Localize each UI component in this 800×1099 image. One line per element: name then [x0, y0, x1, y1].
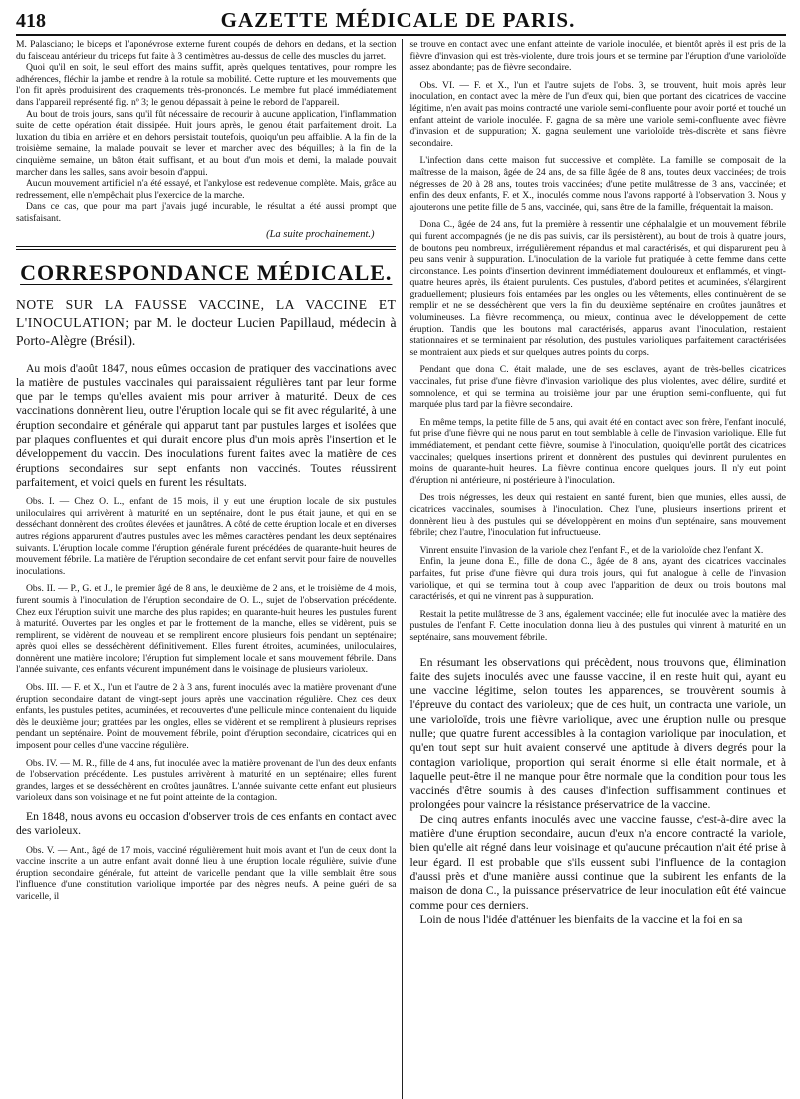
- observation-6: Obs. VI. — F. et X., l'un et l'autre sujets de l'obs. 3, se trouvent, huit mois après leur inoculation, en contact avec la mère de l'un d'eux qui, bien que portant des cicatrices de vaccine légitime, n'en avait pas moins contracté une variole semi-confluente pour avoir porté et touché un enfant atteint de variole inoculée. F. gagna de sa mère une variole semi-confluente avec fièvre d'invasion et de suppuration; X. gagna seulement une varioloïde très-discrète et sans fièvre secondaire.: [409, 79, 786, 149]
- summary-paragraph: Loin de nous l'idée d'atténuer les bienfaits de la vaccine et la foi en sa: [419, 912, 743, 926]
- observation-2: Obs. II. — P., G. et J., le premier âgé de 8 ans, le deuxième de 2 ans, et le troisième de 4 mois, furent soumis à l'inoculation de l'éruption secondaire de O. L., sujet de l'observation précédente. Chez eux l'éruption suivit une marche des plus rapides; en quarante-huit heures les pustules furent à maturité. Ouvertes par les ongles et par le frottement de la manche, elles se vidèrent, puis se remplirent, se vidèrent de nouveau et se remplirent encore plusieurs fois pendant un septénaire; après quoi elles se desséchèrent définitivement. Elles furent étroites, acuminées, uniloculaires, donnèrent une matière incolore; l'éruption fut simplement locale et sans mouvement fébrile. Dans l'année suivante, ces enfants vécurent impunément dans le voisinage de plusieurs varioleux.: [16, 583, 397, 676]
- summary-paragraph: En résumant les observations qui précèdent, nous trouvons que, élimination faite des sujets inoculés avec une fausse vaccine, il en reste huit qui, ayant eu une vaccine légitime, selon toutes les apparences, se trouvèrent soumis à l'épreuve du contact des varioleux; que de ces huit, un contracta une variole, un une varioloïde, trois une fièvre variolique, avec une éruption nulle ou presque nulle; que quatre furent accessibles à la contagion variolique par inoculation, et qu'en tout sept sur huit avaient conservé une aptitude à divers degrés pour la contagion variolique, proportion qui serait énorme si elle était normale, et à laquelle peut-être il ne manque pour être normale que la condition pour tous les vaccinés d'être soumis à des causes d'infection suffisamment continues et prolongées pour vaincre la résistance préservatrice de la vaccine.: [409, 655, 786, 812]
- intro-paragraph: Quoi qu'il en soit, le seul effort des mains suffit, après quelques tentatives, pour rompre les adhérences, fléchir la jambe et rendre à la rotule sa mobilité. Cette rupture et les mouvements que l'on fit après produisirent des craquements très-prononcés. Le membre fut placé immédiatement dans l'appareil représenté fig. nº 3; le genou dépassait à peine le rebord de l'appareil.: [16, 62, 397, 108]
- right-column: [402, 39, 786, 1099]
- intro-paragraph: Aucun mouvement artificiel n'a été essayé, et l'ankylose est redevenue complète. Mais, grâce au redressement, elle n'empêchait plus l'exercice de la marche.: [16, 178, 397, 201]
- body-paragraph: En même temps, la petite fille de 5 ans, qui avait été en contact avec son frère, l'enfant inoculé, fut prise d'une fièvre qui ne nous parut en tout semblable à celle de l'invasion variolique. Elle fut immédiatement, et pendant cette fièvre, soumise à l'inoculation, quoiqu'elle portât des cicatrices vaccinales; quelques insertions prirent et donnèrent des pustules qui devinrent purulentes en moins de quarante-huit heures. La fièvre continua encore quelques jours. Il n'y eut point d'éruption ni antérieure, ni postérieure à l'inoculation.: [409, 416, 786, 486]
- journal-title: GAZETTE MÉDICALE DE PARIS.: [220, 8, 576, 32]
- left-column: [16, 39, 402, 1099]
- observation-4: Obs. IV. — M. R., fille de 4 ans, fut inoculée avec la matière provenant de l'un des deux enfants de l'observation précédente. Les pustules arrivèrent à maturité en un septénaire; elles furent grandes, larges et se desséchèrent en croûtes jaunâtres. L'année suivante cette enfant eut plusieurs varioleux dans son voisinage et ne fut point atteinte de la contagion.: [16, 757, 397, 804]
- body-paragraph: Enfin, la jeune dona E., fille de dona C., âgée de 8 ans, ayant des cicatrices vaccinales parfaites, fut prise d'une fièvre qui dura trois jours, qui fut analogue à celle de l'invasion variolique, et qui se termina tout à coup avec l'apparition de deux ou trois boutons mal caractérisés, et qui ne vinrent pas à suppuration.: [409, 556, 786, 603]
- page-number: 418: [16, 10, 46, 32]
- observation-5: Obs. V. — Ant., âgé de 17 mois, vacciné régulièrement huit mois avant et l'un de ceux dont la vaccine inscrite a un autre enfant avait donné lieu à une éruption locale régulière, suivie d'une éruption secondaire générale, fut atteint de varicelle pendant que la ville semblait être sous l'influence d'une constitution variolique importée par des nègres neufs. A peine guéri de sa varicelle, il: [16, 844, 397, 902]
- observation-1: Obs. I. — Chez O. L., enfant de 15 mois, il y eut une éruption locale de six pustules uniloculaires qui arrivèrent à maturité en un septénaire, dont le pus était jaune, et qui en se desséchant donnèrent des croûtes élevées et jaunâtres. A côté de cette éruption locale et en diverses autres régions apparurent d'autres pustules avec les mêmes caractères pendant les deux septénaires suivants. L'éruption locale comme l'éruption générale furent précédées de quarante-huit heures de mouvement fébrile. La matière de l'éruption secondaire de cet enfant servit pour faire de nouvelles inoculations.: [16, 496, 397, 577]
- body-paragraph: Des trois négresses, les deux qui restaient en santé furent, bien que munies, elles aussi, de cicatrices vaccinales, soumises à l'inoculation. Chez l'une, plusieurs insertions prirent et donnèrent lieu à des pustules qui se développèrent en moins d'un septénaire, sans mouvement fébrile; chez l'autre, l'inoculation fut infructueuse.: [409, 492, 786, 539]
- page-header: [16, 8, 786, 36]
- article-lead: Au mois d'août 1847, nous eûmes occasion de pratiquer des vaccinations avec la matière de pustules vaccinales qui paraissaient régulières tant par leur forme que par le temps qu'elles avaient mis pour arriver à maturité. Deux de ces vaccinations donnèrent lieu, outre l'éruption locale qui se fit avec régularité, à une éruption secondaire et générale qui apparut tant par pustules larges et isolées que par plaques confluentes et qui durait encore plus d'un mois après l'insertion et le développement du vaccin. Des inoculations furent faites avec la matière de ces éruptions secondaires sur sept enfants non vaccinés. Toutes réussirent parfaitement, et voici quels en furent les résultats.: [16, 361, 397, 489]
- body-paragraph: Dona C., âgée de 24 ans, fut la première à ressentir une céphalalgie et un mouvement fébrile qui furent accompagnés (je ne dis pas suivis, car ils persistèrent), au bout de trois à quatre jours, de boutons peu nombreux, irrégulièrement répandus et mal caractérisés, et qui disparurent peu à peu sans venir à suppuration. L'inoculation de la variole fut pratiquée à cette femme dans cette circonstance. Les points d'insertion devinrent immédiatement douloureux et enflammés, et vingt-quatre heures après, ils étaient purulents. Ces pustules, d'abord petites et acuminées, s'élargirent graduellement; plusieurs fois entamées par les ongles ou les vêtements, elles continuèrent de se remplir et ne se desséchèrent que vers la fin du deuxième septénaire en croûtes jaunâtres et volumineuses. La fièvre recommença, ou mieux, continua avec le développement de cette éruption. Tandis que les boutons mal caractérisés, apparus avant l'inoculation, restaient stationnaires et se terminaient par résolution, des pustules varioliques parfaitement caractérisées se montraient aux pieds et sur quelques autres points du corps.: [409, 219, 786, 358]
- body-paragraph: L'infection dans cette maison fut successive et complète. La famille se composait de la maîtresse de la maison, âgée de 24 ans, de sa fille âgée de 8 ans, toutes deux vaccinées; de trois négresses de 20 à 28 ans, toutes trois vaccinées; d'une petite mulâtresse de 3 ans, vaccinée; et enfin des deux enfants, F. et X., inoculés comme nous l'avons rapporté à l'observation 3. Nous y ajouterons une petite fille de 5 ans, vaccinée, qui, sans être de la famille, fréquentait la maison.: [409, 155, 786, 213]
- body-paragraph: Pendant que dona C. était malade, une de ses esclaves, ayant de très-belles cicatrices vaccinales, fut prise d'une fièvre d'invasion variolique des plus violentes, avec délire, surdité et somnolence, et qui se termina au troisième jour par une éruption semi-confluente, qui fut marquée plus tard par la fièvre secondaire.: [409, 364, 786, 411]
- intro-paragraph: M. Palasciano; le biceps et l'aponévrose externe furent coupés de dehors en dedans, et la section du faisceau antérieur du triceps fut faite à 3 centimètres au-dessus de celle des muscles du jarret.: [16, 39, 397, 62]
- to-be-continued: (La suite prochainement.): [266, 228, 375, 240]
- observation-3: Obs. III. — F. et X., l'un et l'autre de 2 à 3 ans, furent inoculés avec la matière provenant d'une éruption secondaire datant de vingt-sept jours après une vaccination régulière. Chez ces deux enfants, les pustules petites, acuminées, et recouvertes d'une pellicule mince contenaient du liquide dès le deuxième jour; grattées par les ongles, elles se vidèrent et se remplirent à plusieurs reprises pendant un septénaire. Point de mouvement fébrile, point d'éruption secondaire, cicatrices qui en imposent pour celles d'une vaccine régulière.: [16, 682, 397, 752]
- section-title: CORRESPONDANCE MÉDICALE.: [20, 259, 393, 285]
- article-title-author: ; par M. le docteur Lucien Papillaud, médecin à Porto-Alègre (Brésil).: [16, 314, 397, 348]
- section-divider: [16, 246, 396, 250]
- article-title: [16, 296, 396, 350]
- paragraph-1848: En 1848, nous avons eu occasion d'observer trois de ces enfants en contact avec des varioleux.: [16, 810, 397, 838]
- intro-paragraph: Dans ce cas, que pour ma part j'avais jugé incurable, le résultat a été aussi prompt que satisfaisant.: [16, 201, 397, 224]
- two-column-body: [16, 39, 786, 1099]
- summary-paragraph: De cinq autres enfants inoculés avec une vaccine fausse, c'est-à-dire avec la matière d'une éruption secondaire, aucun d'eux n'a encore contracté la variole, bien qu'elle ait régné dans leur voisinage et qu'aucune précaution n'ait été prise à leur égard. Il est probable que s'ils eussent subi l'influence de la contagion d'aussi près et d'une manière aussi continue que la subirent les enfants de la maison de dona C., la puissance préservatrice de leur inoculation eût été vaincue comme pour ces derniers.: [409, 812, 786, 912]
- body-paragraph: Vinrent ensuite l'invasion de la variole chez l'enfant F., et de la varioloïde chez l'enfant X.: [419, 544, 764, 556]
- observation-5-continued: se trouve en contact avec une enfant atteinte de variole inoculée, et bientôt après il est pris de la fièvre d'invasion qui est très-violente, dure trois jours et se termine par l'éruption d'une varioloïde assez abondante; pas de fièvre secondaire.: [409, 39, 786, 74]
- body-paragraph: Restait la petite mulâtresse de 3 ans, également vaccinée; elle fut inoculée avec la matière des pustules de l'enfant F. Cette inoculation donna lieu à des pustules qui vinrent à maturité en un septénaire, sans mouvement fébrile.: [409, 608, 786, 643]
- intro-paragraph: Au bout de trois jours, sans qu'il fût nécessaire de recourir à aucune application, l'inflammation suite de cette opération était dissipée. Huit jours après, le genou était parfaitement droit. La luxation du tibia en arrière et en dehors persistait toutefois, quoiqu'un peu affaiblie. A la fin de la troisième semaine, la malade pouvait se lever et marcher avec des béquilles; à la fin de la cinquième semaine, un bâton était suffisant, et au bout d'un mois et demi, la malade pouvait marcher dans les salles, sans avoir besoin d'appui.: [16, 108, 397, 178]
- article-title-main: NOTE SUR LA FAUSSE VACCINE, LA VACCINE ET L'INOCULATION: [16, 296, 397, 330]
